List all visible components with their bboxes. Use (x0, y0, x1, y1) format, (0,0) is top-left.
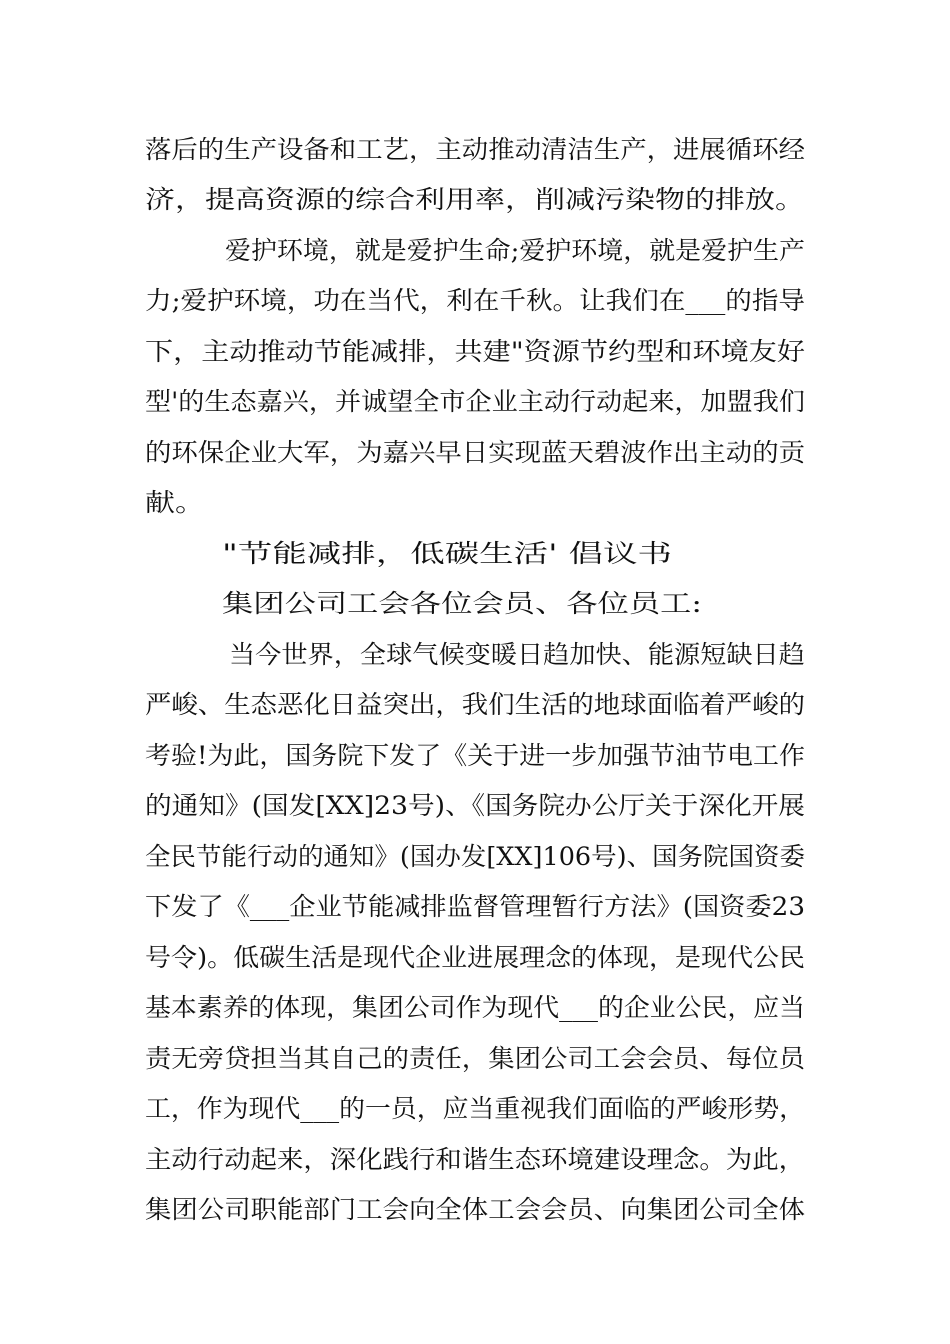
text-line: 力;爱护环境，功在当代，利在千秋。让我们在___的指导 (145, 286, 805, 315)
document-heading: "节能减排，低碳生活' 倡议书 (222, 539, 673, 568)
text-line: 型'的生态嘉兴，并诚望全市企业主动行动起来，加盟我们 (145, 387, 805, 416)
text-line: 落后的生产设备和工艺，主动推动清洁生产，进展循环经 (145, 135, 806, 164)
text-line: 济，提高资源的综合利用率，削减污染物的排放。 (145, 185, 806, 214)
text-line: 下，主动推动节能减排，共建"资源节约型和环境友好 (145, 337, 806, 366)
text-line: 基本素养的体现，集团公司作为现代___的企业公民，应当 (145, 993, 806, 1022)
text-line: 的通知》(国发[XX]23号)、《国务院办公厅关于深化开展 (145, 791, 805, 820)
text-line: 号令)。低碳生活是现代企业进展理念的体现，是现代公民 (145, 943, 806, 972)
text-line: 工，作为现代___的一员，应当重视我们面临的严峻形势， (145, 1094, 806, 1123)
text-line: 全民节能行动的通知》(国办发[XX]106号)、国务院国资委 (145, 842, 806, 871)
text-line: 献。 (145, 488, 205, 517)
text-line: 严峻、生态恶化日益突出，我们生活的地球面临着严峻的 (145, 690, 806, 719)
text-line: 考验!为此，国务院下发了《关于进一步加强节油节电工作 (145, 741, 806, 770)
text-line: 的环保企业大军，为嘉兴早日实现蓝天碧波作出主动的贡 (145, 438, 806, 467)
salutation: 集团公司工会各位会员、各位员工: (222, 589, 702, 618)
paragraph-first-line: 爱护环境，就是爱护生命;爱护环境，就是爱护生产 (225, 236, 805, 265)
text-line: 责无旁贷担当其自己的责任，集团公司工会会员、每位员 (145, 1044, 806, 1073)
text-line: 主动行动起来，深化践行和谐生态环境建设理念。为此， (145, 1145, 806, 1174)
paragraph-first-line: 当今世界，全球气候变暖日趋加快、能源短缺日趋 (229, 640, 805, 669)
text-line: 下发了《___企业节能减排监督管理暂行方法》(国资委23 (145, 892, 806, 921)
text-line: 集团公司职能部门工会向全体工会会员、向集团公司全体 (145, 1195, 806, 1224)
